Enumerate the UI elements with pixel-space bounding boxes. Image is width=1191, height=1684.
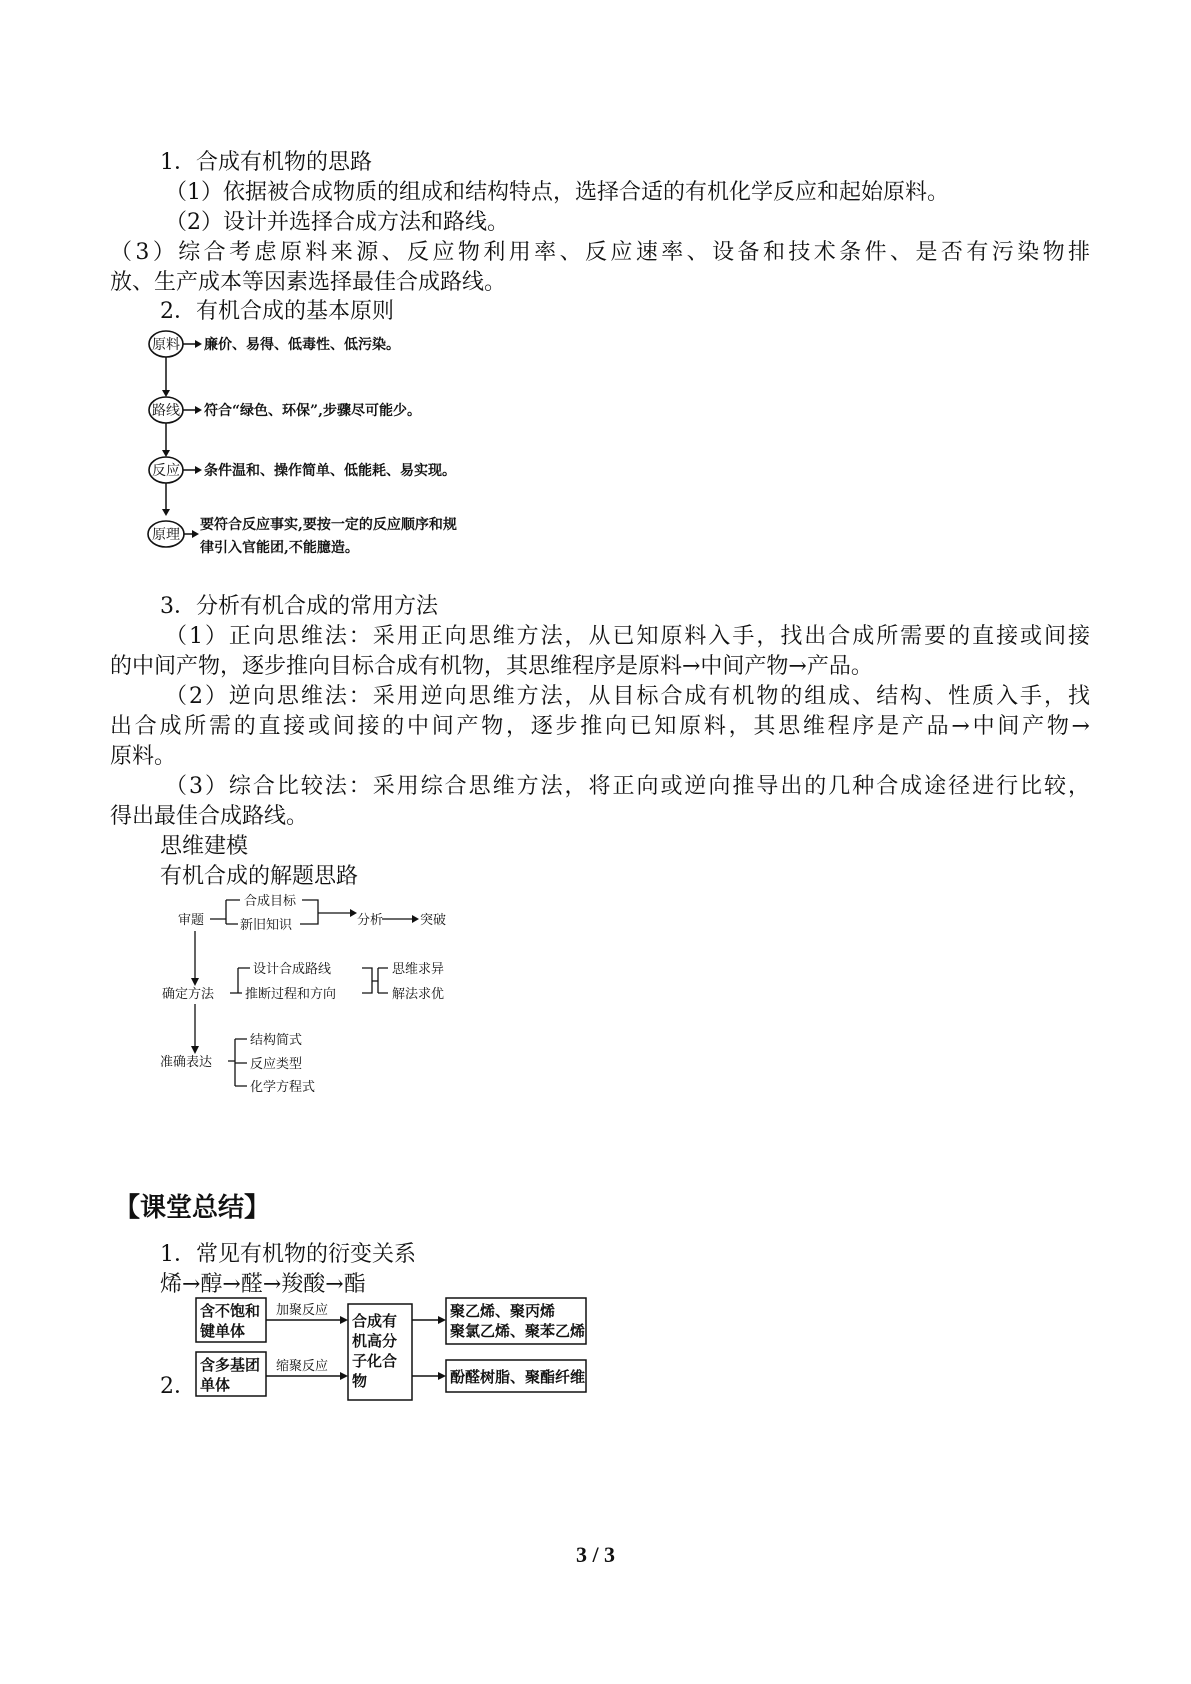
summary-item-1: 1．常见有机物的衍变关系 — [160, 1242, 416, 1267]
flow-node: 设计合成路线 — [253, 962, 332, 977]
section-title-1: 1．合成有机物的思路 — [160, 150, 372, 175]
principle-text: 律引入官能团,不能臆造。 — [200, 540, 359, 556]
box-text: 含不饱和 — [200, 1302, 261, 1320]
problem-solving-diagram — [150, 886, 480, 1096]
flow-node: 新旧知识 — [240, 918, 293, 933]
paragraph: 原料。 — [110, 744, 177, 769]
flow-node: 推断过程和方向 — [245, 987, 337, 1002]
flow-node: 反应类型 — [250, 1057, 303, 1072]
paragraph: （1）依据被合成物质的组成和结构特点，选择合适的有机化学反应和起始原料。 — [165, 180, 949, 205]
box-text: 物 — [352, 1372, 368, 1390]
principles-diagram — [140, 322, 510, 567]
node-label: 原料 — [152, 337, 180, 353]
flow-node: 结构简式 — [250, 1033, 303, 1048]
flow-node: 突破 — [420, 913, 447, 928]
flow-node: 思维求异 — [392, 962, 445, 977]
model-label: 思维建模 — [160, 834, 249, 859]
flow-node: 确定方法 — [162, 987, 215, 1002]
principle-text: 廉价、易得、低毒性、低污染。 — [204, 337, 400, 353]
paragraph: （2）设计并选择合成方法和路线。 — [165, 210, 509, 235]
derivation-chain: 烯→醇→醛→羧酸→酯 — [160, 1272, 366, 1297]
paragraph: 放、生产成本等因素选择最佳合成路线。 — [110, 270, 507, 295]
flow-node: 审题 — [178, 913, 205, 928]
flow-node: 分析 — [357, 913, 384, 928]
box-text: 子化合 — [352, 1352, 398, 1370]
box-text: 聚氯乙烯、聚苯乙烯 — [450, 1322, 586, 1340]
paragraph: 的中间产物，逐步推向目标合成有机物，其思维程序是原料→中间产物→产品。 — [110, 654, 873, 679]
node-label: 反应 — [152, 463, 180, 479]
box-text: 含多基团 — [200, 1356, 261, 1374]
box-text: 酚醛树脂、聚酯纤维 — [450, 1368, 586, 1386]
arrow-label: 缩聚反应 — [276, 1359, 329, 1374]
summary-item-2: 2． — [160, 1374, 196, 1399]
principle-text: 条件温和、操作简单、低能耗、易实现。 — [204, 463, 456, 479]
node-label: 路线 — [152, 403, 180, 419]
model-subtitle: 有机合成的解题思路 — [160, 864, 359, 889]
paragraph: （3）综合比较法：采用综合思维方法，将正向或逆向推导出的几种合成途径进行比较， — [165, 774, 1090, 799]
section-title-3: 3．分析有机合成的常用方法 — [160, 594, 438, 619]
section-title-2: 2．有机合成的基本原则 — [160, 299, 394, 324]
box-text: 聚乙烯、聚丙烯 — [450, 1302, 556, 1320]
principle-text: 符合“绿色、环保”,步骤尽可能少。 — [204, 403, 421, 419]
page-number: 3 / 3 — [575, 1542, 616, 1567]
paragraph: （3）综合考虑原料来源、反应物利用率、反应速率、设备和技术条件、是否有污染物排 — [110, 240, 1090, 265]
box-text: 键单体 — [200, 1322, 246, 1340]
paragraph: （2）逆向思维法：采用逆向思维方法，从目标合成有机物的组成、结构、性质入手，找 — [165, 684, 1090, 709]
flow-node: 化学方程式 — [250, 1080, 316, 1095]
flow-node: 准确表达 — [160, 1055, 213, 1070]
box-text: 合成有 — [352, 1312, 398, 1330]
arrow-label: 加聚反应 — [276, 1303, 329, 1318]
paragraph: 得出最佳合成路线。 — [110, 804, 309, 829]
flow-node: 解法求优 — [392, 987, 445, 1002]
node-label: 原理 — [152, 527, 180, 543]
polymer-diagram — [190, 1296, 590, 1411]
paragraph: 出合成所需的直接或间接的中间产物，逐步推向已知原料，其思维程序是产品→中间产物→ — [110, 714, 1090, 739]
summary-heading: 【课堂总结】 — [114, 1193, 271, 1223]
paragraph: （1）正向思维法：采用正向思维方法，从已知原料入手，找出合成所需要的直接或间接 — [165, 624, 1090, 649]
box-text: 机高分 — [352, 1332, 398, 1350]
flow-node: 合成目标 — [244, 894, 297, 909]
principle-text: 要符合反应事实,要按一定的反应顺序和规 — [200, 517, 457, 533]
box-text: 单体 — [200, 1376, 231, 1394]
